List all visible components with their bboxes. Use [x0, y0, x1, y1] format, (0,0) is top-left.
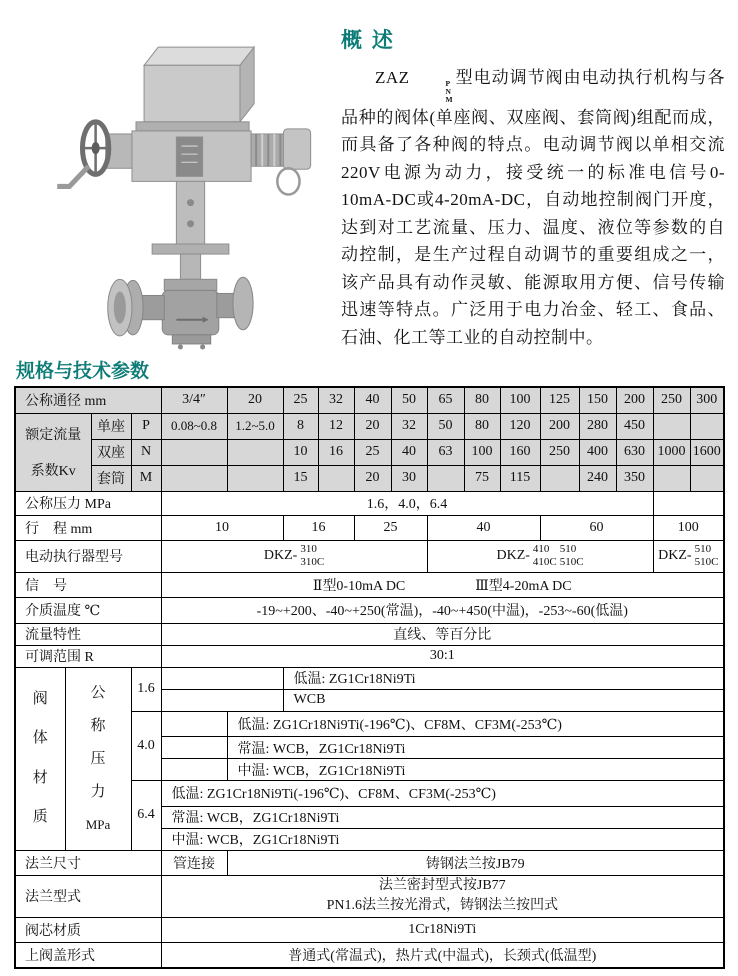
value-cell: 100: [500, 387, 540, 413]
value-cell: 60: [540, 515, 653, 540]
value-cell: 直线、等百分比: [161, 623, 724, 645]
value-cell: 63: [427, 439, 464, 465]
value-cell: 630: [616, 439, 653, 465]
value-cell: 120: [500, 413, 540, 439]
value-cell: 3/4″: [161, 387, 227, 413]
row-label: 上阀盖形式: [15, 942, 161, 968]
value-cell: 1Cr18Ni9Ti: [161, 917, 724, 942]
empty-cell: [161, 667, 283, 689]
model-prefix: ZAZ: [375, 68, 410, 87]
value-cell: 25: [283, 387, 318, 413]
empty-cell: [161, 689, 283, 711]
pressure-value: 1.6: [131, 667, 161, 711]
empty-cell: [161, 439, 227, 465]
value-cell: 20: [354, 413, 391, 439]
value-cell: 160: [500, 439, 540, 465]
value-cell: 280: [579, 413, 616, 439]
value-cell: 1.6，4.0，6.4: [161, 491, 653, 515]
value-cell: 250: [540, 439, 579, 465]
actuator-cell: DKZ- 310 310C: [161, 540, 427, 572]
pressure-value: 6.4: [131, 781, 161, 851]
row-rangeability: [15, 645, 724, 667]
value-cell: 300: [690, 387, 724, 413]
overview-section: [341, 24, 725, 351]
value-cell: 32: [318, 387, 354, 413]
value-cell: 150: [579, 387, 616, 413]
valve-illustration: [55, 33, 323, 351]
seat-code: P: [131, 413, 161, 439]
empty-cell: [690, 413, 724, 439]
value-cell: 80: [464, 387, 500, 413]
value-cell: 普通式(常温式)，热片式(中温式)，长颈式(低温型): [161, 942, 724, 968]
empty-cell: [161, 737, 227, 759]
sub-label: 管连接: [161, 850, 227, 875]
row-body-material-1: [15, 667, 724, 689]
row-label: 流量特性: [15, 623, 161, 645]
row-bonnet-type: [15, 942, 724, 968]
overview-heading: 概 述: [341, 29, 395, 52]
row-plug-material: [15, 917, 724, 942]
value-cell: 350: [616, 465, 653, 491]
row-label: 电动执行器型号: [15, 540, 161, 572]
empty-cell: [690, 465, 724, 491]
value-cell: 20: [227, 387, 283, 413]
row-flow-characteristic: [15, 623, 724, 645]
value-cell: 50: [427, 413, 464, 439]
empty-cell: [227, 439, 283, 465]
specs-table: [14, 386, 725, 969]
empty-cell: [227, 465, 283, 491]
material-cell: 中温: WCB，ZG1Cr18Ni9Ti: [161, 828, 724, 850]
empty-cell: [427, 465, 464, 491]
value-cell: 100: [464, 439, 500, 465]
row-label: 信 号: [15, 572, 161, 597]
row-label: 介质温度 ℃: [15, 597, 161, 623]
pressure-label: 公 称 压 力 MPa: [65, 667, 131, 850]
value-cell: 40: [427, 515, 540, 540]
material-cell: 中温: WCB，ZG1Cr18Ni9Ti: [227, 759, 724, 781]
row-flange-size: [15, 850, 724, 875]
value-cell: 10: [161, 515, 283, 540]
empty-cell: [161, 465, 227, 491]
value-cell: 1600: [690, 439, 724, 465]
value-cell: 25: [354, 439, 391, 465]
value-cell: 75: [464, 465, 500, 491]
value-cell: 40: [391, 439, 427, 465]
empty-cell: [318, 465, 354, 491]
value-cell: 15: [283, 465, 318, 491]
value-cell: 65: [427, 387, 464, 413]
signal-cell: Ⅱ型0-10mA DC Ⅲ型4-20mA DC: [161, 572, 724, 597]
row-medium-temperature: [15, 597, 724, 623]
value-cell: 125: [540, 387, 579, 413]
empty-cell: [653, 465, 690, 491]
value-cell: 法兰密封型式按JB77 PN1.6法兰按光滑式，铸钢法兰按凹式: [161, 875, 724, 917]
seat-code: M: [131, 465, 161, 491]
flow-label: 额定流量 系数Kv: [15, 413, 91, 491]
row-stroke: [15, 515, 724, 540]
row-label: 公称通径 mm: [15, 387, 161, 413]
actuator-cell: DKZ- 410 410C 510 510C: [427, 540, 653, 572]
value-cell: 10: [283, 439, 318, 465]
value-cell: 80: [464, 413, 500, 439]
row-actuator-model: [15, 540, 724, 572]
value-cell: 450: [616, 413, 653, 439]
material-cell: 低温: ZG1Cr18Ni9Ti(-196℃)、CF8M、CF3M(-253℃): [227, 711, 724, 737]
row-nominal-diameter: [15, 387, 724, 413]
empty-cell: [161, 759, 227, 781]
empty-cell: [653, 413, 690, 439]
row-nominal-pressure: [15, 491, 724, 515]
material-cell: 常温: WCB，ZG1Cr18Ni9Ti: [227, 737, 724, 759]
value-cell: 32: [391, 413, 427, 439]
value-cell: 12: [318, 413, 354, 439]
row-flow-single-seat: [15, 413, 724, 439]
empty-cell: [653, 491, 724, 515]
value-cell: 30:1: [161, 645, 724, 667]
row-flow-cage: [15, 465, 724, 491]
value-cell: 40: [354, 387, 391, 413]
material-cell: 常温: WCB，ZG1Cr18Ni9Ti: [161, 806, 724, 828]
value-cell: 铸钢法兰按JB79: [227, 850, 724, 875]
value-cell: 200: [540, 413, 579, 439]
value-cell: 16: [283, 515, 354, 540]
actuator-cell: DKZ- 510 510C: [653, 540, 724, 572]
value-cell: 400: [579, 439, 616, 465]
row-label: 阀芯材质: [15, 917, 161, 942]
product-photo: [55, 33, 323, 351]
material-cell: 低温: ZG1Cr18Ni9Ti: [283, 667, 724, 689]
overview-paragraph: [341, 64, 725, 351]
seat-type: 双座: [91, 439, 131, 465]
specs-heading: 规格与技术参数: [16, 361, 150, 382]
material-cell: WCB: [283, 689, 724, 711]
value-cell: 1000: [653, 439, 690, 465]
value-cell: 1.2~5.0: [227, 413, 283, 439]
overview-text: 型电动调节阀由电动执行机构与各品种的阀体(单座阀、双座阀、套筒阀)组配而成，而具备了各种阀的特点。电动调节阀以单相交流220V电源为动力，接受统一的标准电信号0-10mA-DC或4-20mA-DC，自动地控制阀门开度，达到对工艺流量、压力、温度、液位等参数的自动控制，是生产过程自动调节的重要组成之一，该产品具有动作灵敏、能源取用方便、信号传输迅速等特点。广泛用于电力冶金、轻工、食品、石油、化工等工业的自动控制中。: [341, 68, 725, 347]
value-cell: 200: [616, 387, 653, 413]
value-cell: 8: [283, 413, 318, 439]
value-cell: 0.08~0.8: [161, 413, 227, 439]
material-cell: 低温: ZG1Cr18Ni9Ti(-196℃)、CF8M、CF3M(-253℃): [161, 781, 724, 807]
value-cell: 16: [318, 439, 354, 465]
empty-cell: [161, 711, 227, 737]
value-cell: 25: [354, 515, 427, 540]
value-cell: 240: [579, 465, 616, 491]
value-cell: -19~+200、-40~+250(常温)，-40~+450(中温)，-253~-60(低温): [161, 597, 724, 623]
row-signal: [15, 572, 724, 597]
row-flange-type: [15, 875, 724, 917]
row-label: 可调范围 R: [15, 645, 161, 667]
seat-type: 单座: [91, 413, 131, 439]
value-cell: 30: [391, 465, 427, 491]
pressure-value: 4.0: [131, 711, 161, 781]
row-label: 法兰尺寸: [15, 850, 161, 875]
row-label: 法兰型式: [15, 875, 161, 917]
value-cell: 20: [354, 465, 391, 491]
row-label: 公称压力 MPa: [15, 491, 161, 515]
model-suffix-stack: P N M: [445, 79, 454, 104]
value-cell: 50: [391, 387, 427, 413]
seat-code: N: [131, 439, 161, 465]
empty-cell: [540, 465, 579, 491]
value-cell: 250: [653, 387, 690, 413]
row-flow-double-seat: [15, 439, 724, 465]
seat-type: 套筒: [91, 465, 131, 491]
value-cell: 115: [500, 465, 540, 491]
body-material-label: 阀 体 材 质: [15, 667, 65, 850]
row-label: 行 程 mm: [15, 515, 161, 540]
value-cell: 100: [653, 515, 724, 540]
